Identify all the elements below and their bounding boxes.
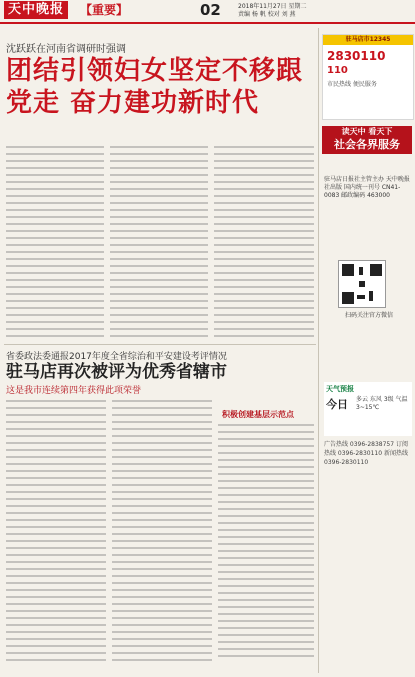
publisher-info: 驻马店日报社主管主办 天中晚报社出版 国内统一刊号 CN41-0083 邮政编码 463000	[324, 176, 410, 199]
right-column-head: 积极创建基层示范点	[222, 410, 294, 419]
masthead-divider	[0, 22, 415, 24]
side-banner	[322, 126, 412, 154]
lead-body-column-1	[6, 146, 104, 342]
sidebar-divider	[318, 28, 319, 673]
dateline	[238, 3, 348, 19]
second-body-column-3	[218, 424, 314, 672]
ad-note: 市民热线 便民服务	[327, 81, 377, 88]
page-number: 02	[200, 1, 221, 19]
editors-text: 责编 杨 帆 校对 刘 燕	[238, 11, 296, 18]
second-body-column-1	[6, 400, 106, 672]
weather-detail: 多云 东风 3级 气温 3~15℃	[356, 396, 408, 411]
lead-headline: 团结引领妇女坚定不移跟党走 奋力建功新时代	[6, 56, 304, 118]
masthead	[0, 0, 415, 22]
lead-body-column-3	[214, 146, 314, 342]
lead-kicker: 沈跃跃在河南省调研时强调	[6, 44, 126, 55]
qr-code-icon[interactable]	[338, 260, 386, 308]
ad-phone-short: 110	[327, 65, 348, 76]
side-banner-line1: 读天中 看天下	[341, 127, 393, 136]
section-divider	[4, 344, 316, 345]
qr-label: 扫码关注官方微信	[344, 312, 393, 319]
ad-title: 驻马店市12345	[323, 35, 413, 45]
weather-title: 天气预报	[326, 385, 354, 393]
second-body-column-2	[112, 400, 212, 672]
weather-day: 今日	[326, 398, 348, 411]
contact-list: 广告热线 0396-2838757 订阅热线 0396-2830110 新闻热线 0396-2830110	[324, 441, 408, 466]
section-label: 【重要】	[80, 3, 129, 17]
date-text: 2018年11月27日 星期二	[238, 3, 307, 10]
second-kicker: 省委政法委通报2017年度全省综治和平安建设考评情况	[6, 352, 227, 362]
lead-body-column-2	[110, 146, 208, 342]
second-subhead: 这是我市连续第四年获得此项荣誉	[6, 386, 142, 396]
ad-phone: 2830110	[327, 49, 386, 63]
hotline-ad	[322, 34, 414, 120]
second-headline: 驻马店再次被评为优秀省辖市	[6, 362, 227, 382]
side-banner-line2: 社会各界服务	[334, 138, 400, 151]
newspaper-logo: 天中晚报	[4, 1, 68, 19]
weather-box	[324, 382, 412, 436]
